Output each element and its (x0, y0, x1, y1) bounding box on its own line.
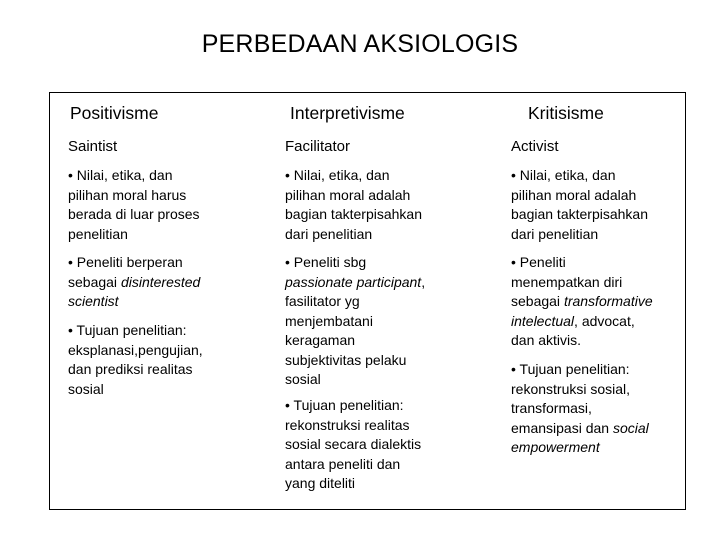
values-point-positivisme: • Nilai, etika, dan pilihan moral harus berada di luar proses penelitian (68, 167, 200, 242)
role-label-interpretivisme: Facilitator (285, 138, 351, 155)
column-header-positivisme: Positivisme (70, 103, 159, 123)
role-label-positivisme: Saintist (68, 138, 118, 155)
values-point-interpretivisme: • Nilai, etika, dan pilihan moral adalah bagian takterpisahkan dari penelitian (285, 167, 422, 242)
comparison-table (49, 92, 686, 510)
role-label-kritisisme: Activist (511, 138, 559, 155)
research-goal-point-positivisme: • Tujuan penelitian: eksplanasi,pengujian, dan prediksi realitas sosial (68, 322, 203, 397)
column-header-interpretivisme: Interpretivisme (290, 103, 405, 123)
researcher-role-point-interpretivisme: • Peneliti sbg passionate participant, fasilitator yg menjembatani keragaman subjektivitas pelaku sosial (285, 254, 426, 387)
values-point-kritisisme: • Nilai, etika, dan pilihan moral adalah bagian takterpisahkan dari penelitian (511, 167, 648, 242)
page-title: PERBEDAAN AKSIOLOGIS (201, 30, 519, 58)
researcher-role-point-kritisisme: • Peneliti menempatkan diri sebagai transformative intelectual, advocat, dan aktivis. (511, 254, 653, 348)
research-goal-point-interpretivisme: • Tujuan penelitian: rekonstruksi realitas sosial secara dialektis antara peneliti dan yang diteliti (285, 397, 422, 491)
column-header-kritisisme: Kritisisme (528, 103, 604, 123)
researcher-role-point-positivisme: • Peneliti berperan sebagai disinterested scientist (68, 254, 201, 309)
research-goal-point-kritisisme: • Tujuan penelitian: rekonstruksi sosial, transformasi, emansipasi dan social empowerment (511, 361, 649, 455)
